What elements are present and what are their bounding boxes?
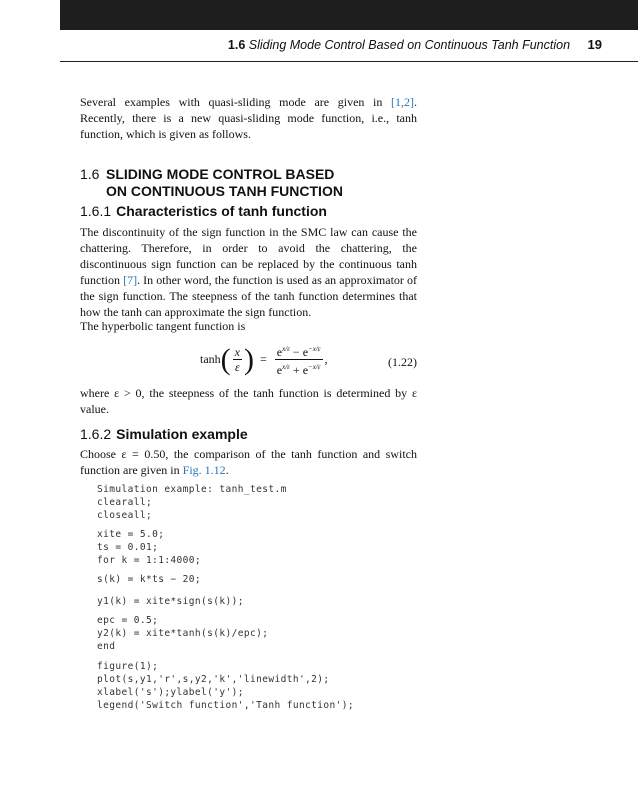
section-heading (80, 166, 343, 200)
paragraph-where: where ε > 0, the steepness of the tanh function is determined by ε value. (80, 386, 417, 416)
running-head-section: 1.6 (227, 38, 246, 52)
section-number: 1.6 (80, 166, 100, 182)
code-block-6: figure(1); plot(s,y1,'r',s,y2,'k','linewidth',2); xlabel('s');ylabel('y'); legend('Switch function','Tanh function'); (97, 661, 355, 711)
intro-text-a: Several examples with quasi-sliding mode are given in (80, 95, 391, 109)
eq-numerator: $e^{x/\varepsilon} - e^{-x/\varepsilon}$ (275, 342, 323, 360)
code-block-5: epc = 0.5; y2(k) = xite*tanh(s(k)/epc); end (97, 615, 269, 652)
header-bar (60, 0, 638, 30)
header-rule (60, 61, 638, 62)
eq-equals: = (260, 352, 267, 366)
eq-frac-main (275, 342, 323, 377)
eq-eps: ε (234, 360, 240, 374)
subsection-heading-1 (80, 203, 327, 219)
paragraph-choose (80, 446, 417, 478)
eq-lhs: tanh (200, 352, 221, 366)
eq-denominator: $e^{x/\varepsilon} + e^{-x/\varepsilon}$ (276, 363, 321, 377)
code-block-3: s(k) = k*ts − 20; (97, 574, 202, 585)
code-block-4: y1(k) = xite*sign(s(k)); (97, 596, 244, 607)
running-head-title: Sliding Mode Control Based on Continuous Tanh Function (248, 38, 571, 52)
subsection-number: 1.6.1 (80, 203, 112, 219)
code-block-2: xite = 5.0; ts = 0.01; for k = 1:1:4000; (97, 529, 202, 566)
equation-tanh (200, 342, 328, 377)
eq-comma: , (324, 352, 328, 366)
section-title-line1: SLIDING MODE CONTROL BASED (106, 166, 335, 182)
paragraph-discontinuity (80, 224, 417, 320)
para-text-a: Choose ε = 0.50, the comparison of the tanh function and switch function are given in (80, 447, 417, 477)
subsection-number: 1.6.2 (80, 426, 112, 442)
figure-link[interactable]: Fig. 1.12 (182, 463, 226, 477)
subsection-title: Characteristics of tanh function (116, 203, 327, 219)
para-text-a: The discontinuity of the sign function in the SMC law can cause the chattering. Therefore, in order to avoid the chattering, the discontinuous sign function can be replaced by the continuous tanh function (80, 225, 417, 287)
equation-number: (1.22) (388, 355, 417, 369)
eq-x: x (234, 345, 240, 359)
para-text-b: . (225, 463, 229, 477)
intro-text-b: . Recently, there is a new quasi-sliding mode function, i.e., tanh function, which is given as follows. (80, 95, 417, 141)
subsection-heading-2 (80, 426, 248, 442)
citation-link[interactable]: [7] (123, 273, 138, 287)
running-head (0, 37, 602, 52)
paragraph-hyperbolic: The hyperbolic tangent function is (80, 319, 246, 333)
eq-paren-open: ( (220, 342, 231, 376)
citation-link[interactable]: [1,2] (391, 95, 414, 109)
intro-paragraph (80, 94, 417, 142)
eq-paren-close: ) (244, 342, 254, 376)
section-title-line2: ON CONTINUOUS TANH FUNCTION (106, 183, 343, 199)
page-number: 19 (587, 37, 602, 52)
code-block-1: Simulation example: tanh_test.m clearall; closeall; (97, 484, 287, 521)
eq-frac-x-eps (233, 345, 242, 374)
subsection-title: Simulation example (116, 426, 248, 442)
para-text-b: . In other word, the function is used as an approximator of the sign function. The steepness of the tanh function determines that how the tanh can approximate the sign function. (80, 273, 417, 319)
